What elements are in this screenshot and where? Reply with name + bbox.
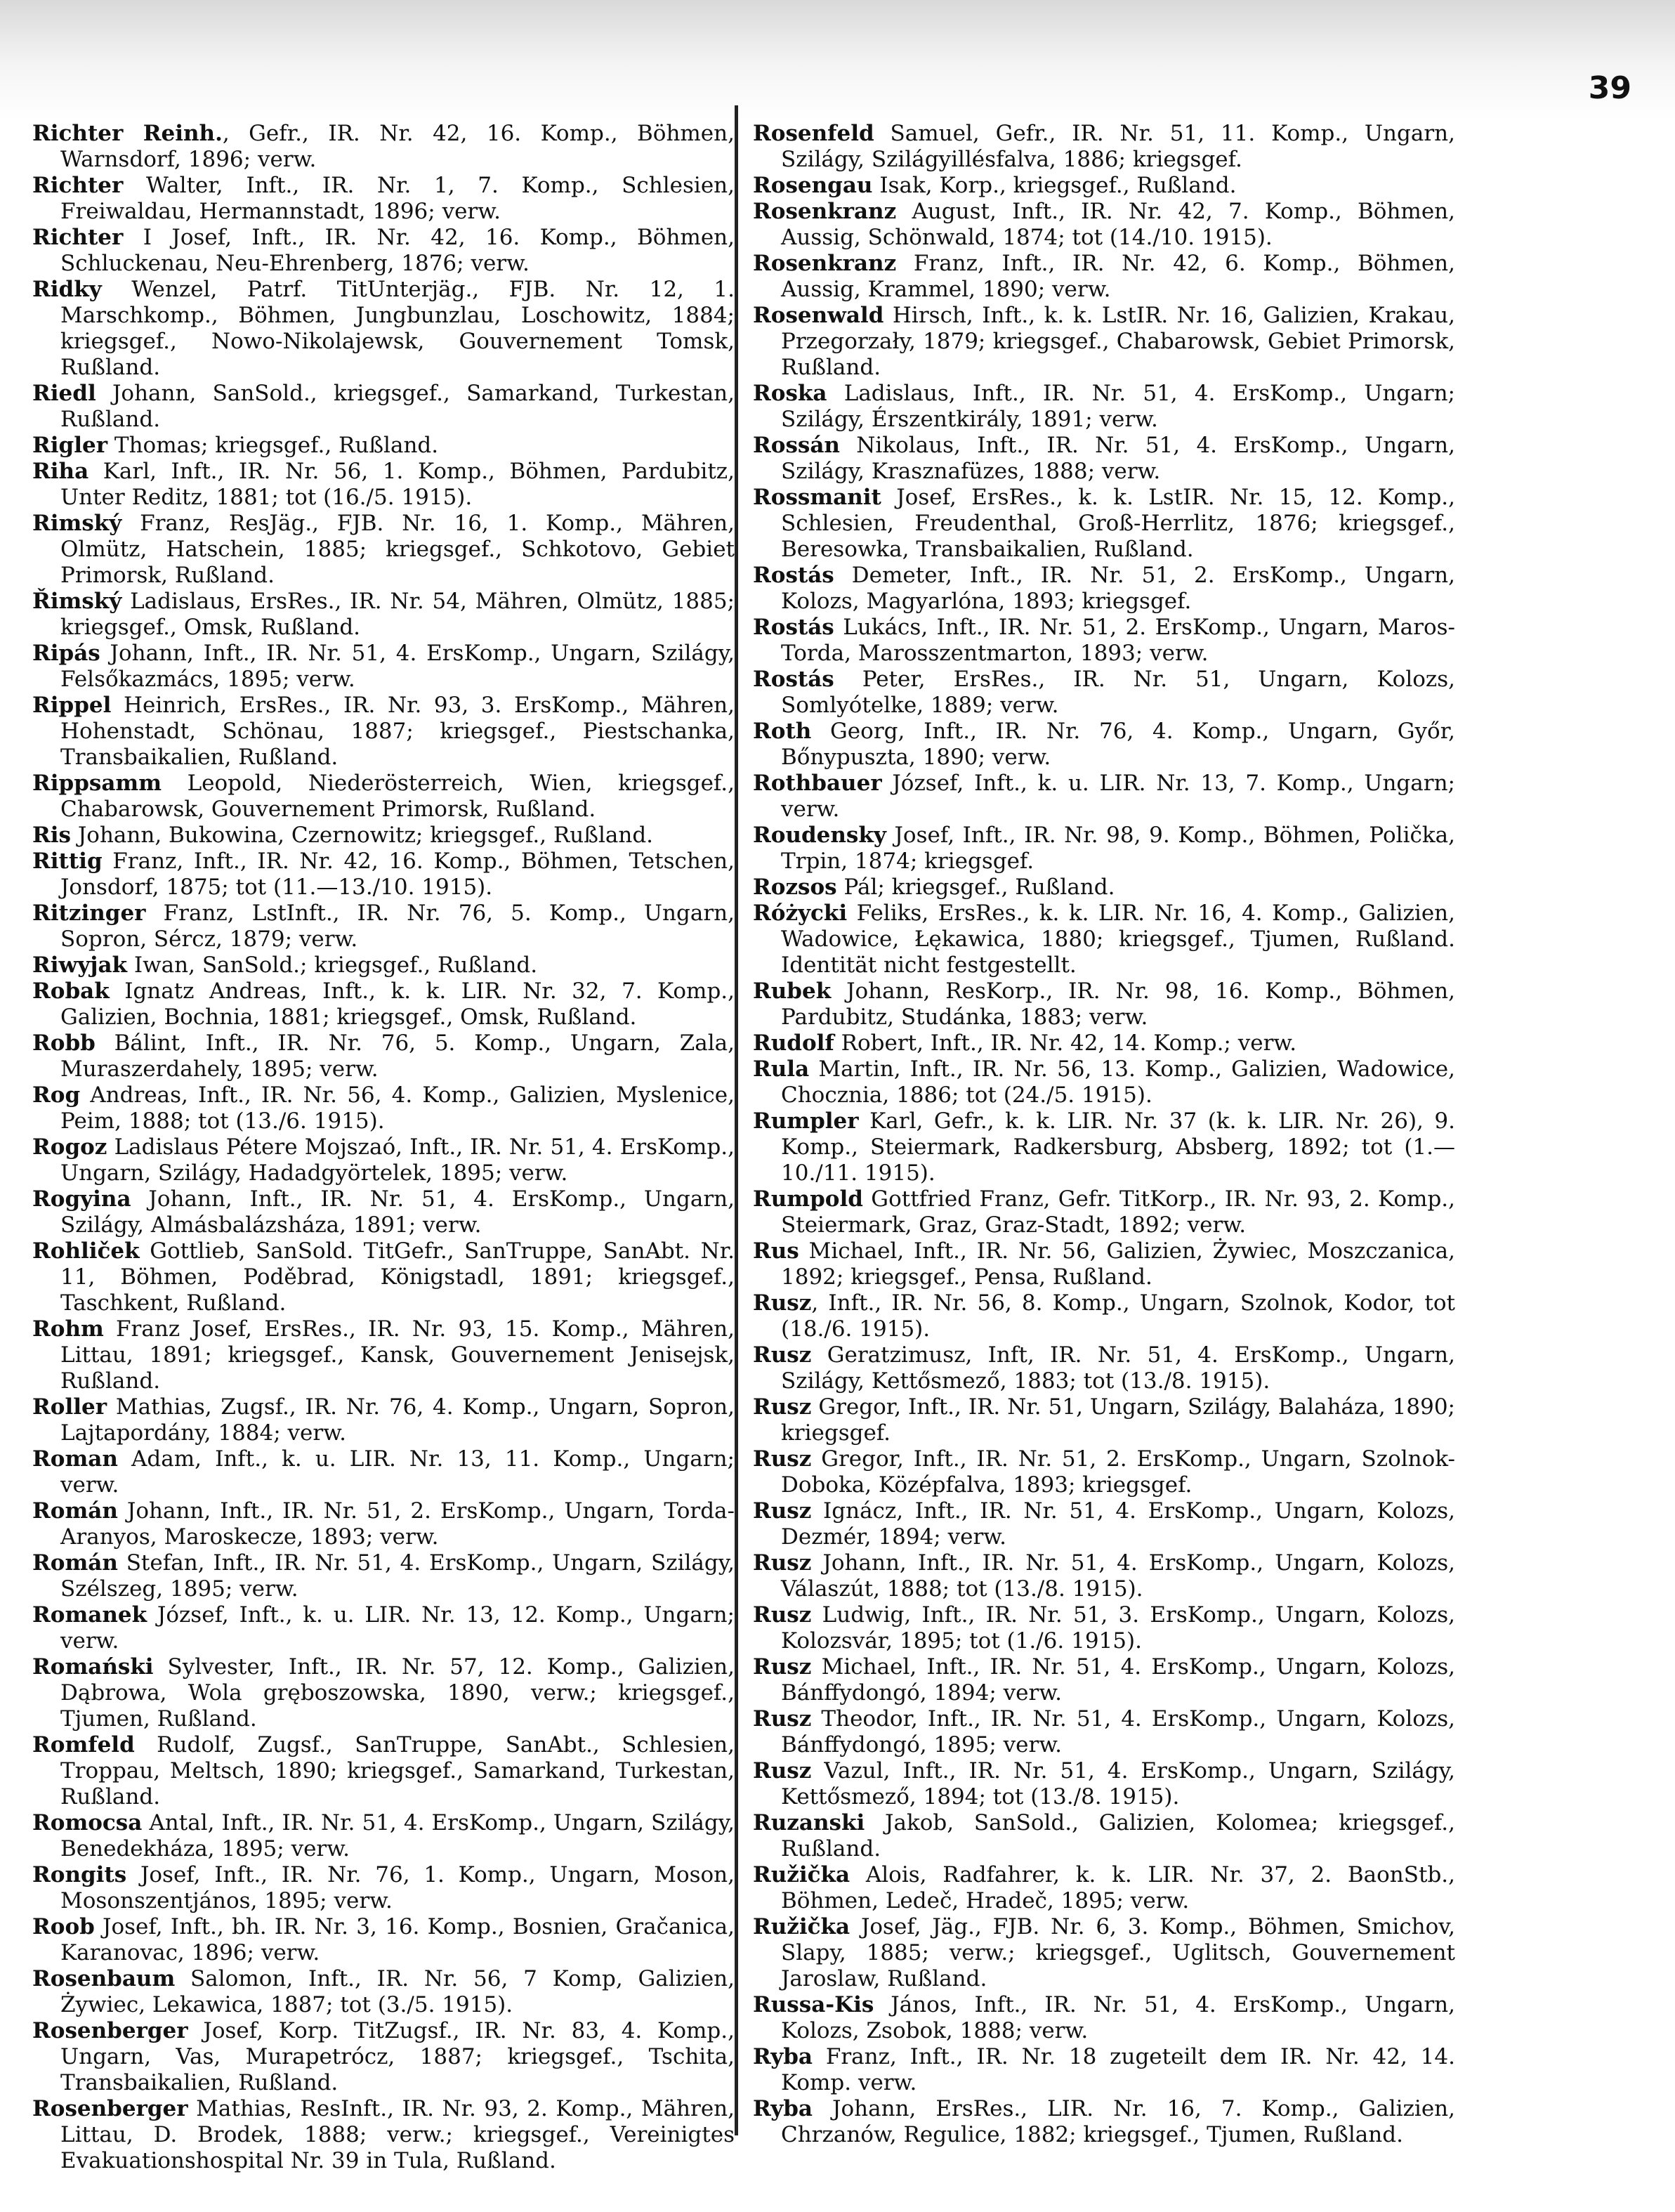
entry-surname: Rusz [753, 1654, 812, 1680]
entry-details: Johann, ErsRes., LIR. Nr. 16, 7. Komp., Galizien, Chrzanów, Regulice, 1882; kriegsgef., Tjumen, Rußland. [781, 2096, 1455, 2147]
entry-details: Johann, ResKorp., IR. Nr. 98, 16. Komp., Böhmen, Pardubitz, Studánka, 1883; verw. [781, 979, 1455, 1030]
register-entry [753, 1186, 1455, 1238]
entry-surname: Rumpold [753, 1186, 863, 1212]
entry-details: Adam, Inft., k. u. LIR. Nr. 13, 11. Komp., Ungarn; verw. [60, 1446, 735, 1498]
entry-details: Iwan, SanSold.; kriegsgef., Rußland. [127, 953, 538, 978]
entry-details: Robert, Inft., IR. Nr. 42, 14. Komp.; verw. [834, 1030, 1297, 1056]
entry-surname: Rosenfeld [753, 121, 874, 146]
entry-details: , Gefr., IR. Nr. 42, 16. Komp., Böhmen, Warnsdorf, 1896; verw. [60, 121, 735, 172]
entry-surname: Rusz [753, 1706, 812, 1732]
entry-details: Pál; kriegsgef., Rußland. [836, 875, 1115, 900]
entry-surname: Rogyina [32, 1186, 131, 1212]
entry-details: Geratzimusz, Inft, IR. Nr. 51, 4. ErsKomp., Ungarn, Szilágy, Kettősmező, 1883; tot (13./8. 1915). [781, 1342, 1455, 1394]
register-entry [32, 849, 735, 901]
entry-details: Karl, Inft., IR. Nr. 56, 1. Komp., Böhmen, Pardubitz, Unter Reditz, 1881; tot (16./5. 1915). [60, 459, 735, 510]
entry-surname: Romfeld [32, 1732, 135, 1758]
register-entry [32, 225, 735, 277]
entry-details: Salomon, Inft., IR. Nr. 56, 7 Komp, Galizien, Żywiec, Lekawica, 1887; tot (3./5. 1915). [60, 1966, 735, 2017]
entry-details: Johann, Inft., IR. Nr. 51, 2. ErsKomp., Ungarn, Torda-Aranyos, Maroskecze, 1893; verw. [60, 1498, 735, 1550]
entry-surname: Rigler [32, 433, 108, 458]
entry-surname: Riedl [32, 381, 96, 406]
register-entry [753, 1550, 1455, 1602]
entry-details: Alois, Radfahrer, k. k. LIR. Nr. 37, 2. BaonStb., Böhmen, Ledeč, Hradeč, 1895; verw. [781, 1862, 1455, 1913]
entry-surname: Rusz [753, 1602, 812, 1628]
entry-surname: Rostás [753, 615, 834, 640]
register-entry [32, 823, 735, 849]
register-entry [32, 1602, 735, 1654]
entry-surname: Roudensky [753, 823, 886, 848]
register-entry [753, 1238, 1455, 1290]
entry-surname: Rosenberger [32, 2018, 188, 2043]
entry-details: Josef, Inft., IR. Nr. 76, 1. Komp., Ungarn, Moson, Mosonszentjános, 1895; verw. [60, 1862, 735, 1913]
right-column [753, 121, 1455, 2148]
entry-surname: Rohm [32, 1316, 104, 1342]
entry-details: Ignácz, Inft., IR. Nr. 51, 4. ErsKomp., Ungarn, Kolozs, Dezmér, 1894; verw. [781, 1498, 1455, 1550]
entry-details: Josef, ErsRes., k. k. LstIR. Nr. 15, 12. Komp., Schlesien, Freudenthal, Groß-Herrlitz, 1876; kriegsgef., Beresowka, Transbaikalien, Rußland. [781, 485, 1455, 562]
entry-surname: Rosenkranz [753, 199, 897, 224]
register-entry [753, 251, 1455, 303]
entry-details: Nikolaus, Inft., IR. Nr. 51, 4. ErsKomp., Ungarn, Szilágy, Krasznafüzes, 1888; verw. [781, 433, 1455, 484]
entry-details: Franz, Inft., IR. Nr. 42, 6. Komp., Böhmen, Aussig, Krammel, 1890; verw. [781, 251, 1455, 302]
register-entry [32, 953, 735, 979]
entry-surname: Řimský [32, 589, 122, 614]
entry-surname: Robak [32, 979, 110, 1004]
register-entry [753, 1290, 1455, 1342]
entry-details: Gottfried Franz, Gefr. TitKorp., IR. Nr. 93, 2. Komp., Steiermark, Graz, Graz-Stadt, 1892; verw. [781, 1186, 1455, 1238]
register-entry [753, 719, 1455, 771]
register-entry [753, 1602, 1455, 1654]
register-entry [32, 1914, 735, 1966]
entry-surname: Roman [32, 1446, 118, 1472]
register-entry [753, 2096, 1455, 2148]
entry-details: Josef, Jäg., FJB. Nr. 6, 3. Komp., Böhmen, Smichov, Slapy, 1885; verw.; kriegsgef., Uglitsch, Gouvernement Jaroslaw, Rußland. [781, 1914, 1455, 1991]
entry-details: Gregor, Inft., IR. Nr. 51, Ungarn, Szilágy, Balaháza, 1890; kriegsgef. [781, 1394, 1455, 1446]
register-entry [32, 2018, 735, 2096]
entry-surname: Rossmanit [753, 485, 881, 510]
entry-details: Franz, ResJäg., FJB. Nr. 16, 1. Komp., Mähren, Olmütz, Hatschein, 1885; kriegsgef., Schkotovo, Gebiet Primorsk, Rußland. [60, 511, 735, 588]
register-entry [32, 433, 735, 459]
entry-details: Michael, Inft., IR. Nr. 56, Galizien, Żywiec, Moszczanica, 1892; kriegsgef., Pensa, Rußland. [781, 1238, 1455, 1290]
entry-details: Wenzel, Patrf. TitUnterjäg., FJB. Nr. 12, 1. Marschkomp., Böhmen, Jungbunzlau, Loschowitz, 1884; kriegsgef., Nowo-Nikolajewsk, Gouvernement Tomsk, Rußland. [60, 277, 735, 380]
entry-surname: Rosengau [753, 173, 873, 198]
register-entry [753, 1992, 1455, 2044]
entry-details: Karl, Gefr., k. k. LIR. Nr. 37 (k. k. LIR. Nr. 26), 9. Komp., Steiermark, Radkersburg, Absberg, 1892; tot (1.—10./11. 1915). [781, 1108, 1455, 1186]
entry-surname: Ryba [753, 2096, 813, 2121]
entry-surname: Rosenwald [753, 303, 884, 328]
register-entry [753, 1706, 1455, 1758]
entry-details: Leopold, Niederösterreich, Wien, kriegsgef., Chabarowsk, Gouvernement Primorsk, Rußland. [60, 771, 735, 822]
register-entry [32, 1732, 735, 1810]
entry-details: Ladislaus Pétere Mojszaó, Inft., IR. Nr. 51, 4. ErsKomp., Ungarn, Szilágy, Hadadgyörtelek, 1895; verw. [60, 1134, 735, 1186]
entry-details: Franz Josef, ErsRes., IR. Nr. 93, 15. Komp., Mähren, Littau, 1891; kriegsgef., Kansk, Gouvernement Jenisejsk, Rußland. [60, 1316, 735, 1394]
register-entry [32, 979, 735, 1030]
register-entry [32, 901, 735, 953]
entry-surname: Ryba [753, 2044, 813, 2069]
entry-surname: Rusz [753, 1758, 812, 1784]
entry-surname: Rozsos [753, 875, 837, 900]
register-entry [753, 1810, 1455, 1862]
register-entry [32, 1030, 735, 1082]
entry-details: Jakob, SanSold., Galizien, Kolomea; kriegsgef., Rußland. [781, 1810, 1455, 1861]
entry-surname: Rothbauer [753, 771, 882, 796]
entry-details: Mathias, ResInft., IR. Nr. 93, 2. Komp., Mähren, Littau, D. Brodek, 1888; verw.; kriegsgef., Vereinigtes Evakuationshospital Nr. 39 in Tula, Rußland. [60, 2096, 735, 2173]
register-entry [753, 875, 1455, 901]
entry-details: Sylvester, Inft., IR. Nr. 57, 12. Komp., Galizien, Dąbrowa, Wola gręboszowska, 1890, verw.; kriegsgef., Tjumen, Rußland. [60, 1654, 735, 1732]
entry-details: Josef, Korp. TitZugsf., IR. Nr. 83, 4. Komp., Ungarn, Vas, Murapetrócz, 1887; kriegsgef., Tschita, Transbaikalien, Rußland. [60, 2018, 735, 2095]
entry-details: I Josef, Inft., IR. Nr. 42, 16. Komp., Böhmen, Schluckenau, Neu-Ehrenberg, 1876; verw. [60, 225, 735, 276]
entry-details: Vazul, Inft., IR. Nr. 51, 4. ErsKomp., Ungarn, Szilágy, Kettősmező, 1894; tot (13./8. 1915). [781, 1758, 1455, 1809]
register-entry [32, 1134, 735, 1186]
entry-details: Gregor, Inft., IR. Nr. 51, 2. ErsKomp., Ungarn, Szolnok-Doboka, Középfalva, 1893; kriegsgef. [781, 1446, 1455, 1498]
entry-details: Feliks, ErsRes., k. k. LIR. Nr. 16, 4. Komp., Galizien, Wadowice, Łękawica, 1880; kriegsgef., Tjumen, Rußland. Identität nicht festgestellt. [781, 901, 1455, 978]
entry-details: Bálint, Inft., IR. Nr. 76, 5. Komp., Ungarn, Zala, Muraszerdahely, 1895; verw. [60, 1030, 735, 1082]
register-entry [753, 771, 1455, 823]
register-entry [753, 173, 1455, 199]
entry-details: Johann, SanSold., kriegsgef., Samarkand, Turkestan, Rußland. [60, 381, 735, 432]
entry-details: Theodor, Inft., IR. Nr. 51, 4. ErsKomp., Ungarn, Kolozs, Bánffydongó, 1895; verw. [781, 1706, 1455, 1758]
entry-details: Andreas, Inft., IR. Nr. 56, 4. Komp., Galizien, Myslenice, Peim, 1888; tot (13./6. 1915). [60, 1082, 735, 1134]
register-entry [753, 563, 1455, 615]
register-entry [32, 1238, 735, 1316]
entry-details: Johann, Inft., IR. Nr. 51, 4. ErsKomp., Ungarn, Szilágy, Felsőkazmács, 1895; verw. [60, 641, 735, 692]
register-entry [32, 2096, 735, 2174]
register-entry [32, 511, 735, 589]
register-entry [32, 641, 735, 693]
entry-surname: Richter Reinh. [32, 121, 223, 146]
register-entry [32, 1082, 735, 1134]
entry-surname: Riha [32, 459, 89, 484]
entry-details: Josef, Inft., IR. Nr. 98, 9. Komp., Böhmen, Polička, Trpin, 1874; kriegsgef. [781, 823, 1455, 874]
entry-surname: Rusz [753, 1290, 812, 1316]
entry-surname: Rongits [32, 1862, 127, 1887]
entry-details: Franz, Inft., IR. Nr. 18 zugeteilt dem IR. Nr. 42, 14. Komp. verw. [781, 2044, 1455, 2095]
entry-surname: Roth [753, 719, 812, 744]
register-entry [753, 199, 1455, 251]
entry-surname: Roska [753, 381, 827, 406]
entry-details: Johann, Inft., IR. Nr. 51, 4. ErsKomp., Ungarn, Kolozs, Válaszút, 1888; tot (13./8. 1915). [781, 1550, 1455, 1602]
entry-surname: Ripás [32, 641, 100, 666]
entry-surname: Román [32, 1550, 118, 1576]
register-entry [753, 1758, 1455, 1810]
entry-surname: Ritzinger [32, 901, 146, 926]
entry-details: Stefan, Inft., IR. Nr. 51, 4. ErsKomp., Ungarn, Szilágy, Szélszeg, 1895; verw. [60, 1550, 735, 1602]
register-entry [753, 433, 1455, 485]
entry-details: August, Inft., IR. Nr. 42, 7. Komp., Böhmen, Aussig, Schönwald, 1874; tot (14./10. 1915). [781, 199, 1455, 250]
entry-surname: Rusz [753, 1446, 812, 1472]
register-entry [753, 615, 1455, 667]
register-entry [32, 381, 735, 433]
entry-surname: Rudolf [753, 1030, 834, 1056]
entry-surname: Rossán [753, 433, 840, 458]
register-entry [32, 173, 735, 225]
entry-details: Demeter, Inft., IR. Nr. 51, 2. ErsKomp., Ungarn, Kolozs, Magyarlóna, 1893; kriegsgef. [781, 563, 1455, 614]
entry-details: Heinrich, ErsRes., IR. Nr. 93, 3. ErsKomp., Mähren, Hohenstadt, Schönau, 1887; kriegsgef., Piestschanka, Transbaikalien, Rußland. [60, 693, 735, 770]
register-entry [753, 1108, 1455, 1186]
register-entry [32, 277, 735, 381]
entry-surname: Roob [32, 1914, 95, 1939]
entry-details: Johann, Inft., IR. Nr. 51, 4. ErsKomp., Ungarn, Szilágy, Almásbalázsháza, 1891; verw. [60, 1186, 735, 1238]
entry-surname: Rus [753, 1238, 799, 1264]
entry-surname: Rog [32, 1082, 81, 1108]
entry-surname: Rostás [753, 667, 834, 692]
entry-details: Gottlieb, SanSold. TitGefr., SanTruppe, SanAbt. Nr. 11, Böhmen, Poděbrad, Königstadl, 1891; kriegsgef., Taschkent, Rußland. [60, 1238, 735, 1316]
register-entry [753, 1498, 1455, 1550]
column-divider [735, 105, 738, 2135]
entry-surname: Russa-Kis [753, 1992, 874, 2017]
register-entry [753, 303, 1455, 381]
entry-surname: Rogoz [32, 1134, 107, 1160]
entry-surname: Rippsamm [32, 771, 162, 796]
register-entry [32, 1550, 735, 1602]
entry-details: Antal, Inft., IR. Nr. 51, 4. ErsKomp., Ungarn, Szilágy, Benedekháza, 1895; verw. [60, 1810, 735, 1861]
entry-surname: Roller [32, 1394, 107, 1420]
entry-details: Georg, Inft., IR. Nr. 76, 4. Komp., Ungarn, Győr, Bőnypuszta, 1890; verw. [781, 719, 1455, 770]
entry-surname: Różycki [753, 901, 848, 926]
entry-details: Josef, Inft., bh. IR. Nr. 3, 16. Komp., Bosnien, Gračanica, Karanovac, 1896; verw. [60, 1914, 735, 1965]
entry-details: Ludwig, Inft., IR. Nr. 51, 3. ErsKomp., Ungarn, Kolozs, Kolozsvár, 1895; tot (1./6. 1915). [781, 1602, 1455, 1654]
entry-surname: Rippel [32, 693, 112, 718]
register-entry [32, 1316, 735, 1394]
entry-surname: Rula [753, 1056, 810, 1082]
entry-surname: Rittig [32, 849, 103, 874]
entry-surname: Rusz [753, 1342, 812, 1368]
entry-surname: Riwyjak [32, 953, 128, 978]
register-entry [753, 667, 1455, 719]
register-entry [753, 1342, 1455, 1394]
entry-surname: Rohliček [32, 1238, 140, 1264]
entry-surname: Rusz [753, 1550, 812, 1576]
entry-details: Martin, Inft., IR. Nr. 56, 13. Komp., Galizien, Wadowice, Chocznia, 1886; tot (24./5. 1915). [781, 1056, 1455, 1108]
entry-surname: Romanek [32, 1602, 147, 1628]
entry-details: Franz, Inft., IR. Nr. 42, 16. Komp., Böhmen, Tetschen, Jonsdorf, 1875; tot (11.—13./10. 1915). [60, 849, 735, 900]
register-entry [32, 121, 735, 173]
register-entry [753, 823, 1455, 875]
entry-surname: Rusz [753, 1394, 812, 1420]
entry-details: Michael, Inft., IR. Nr. 51, 4. ErsKomp., Ungarn, Kolozs, Bánffydongó, 1894; verw. [781, 1654, 1455, 1706]
register-entry [32, 1810, 735, 1862]
entry-surname: Rostás [753, 563, 834, 588]
entry-details: Ignatz Andreas, Inft., k. k. LIR. Nr. 32, 7. Komp., Galizien, Bochnia, 1881; kriegsgef., Omsk, Rußland. [60, 979, 735, 1030]
entry-details: Ladislaus, Inft., IR. Nr. 51, 4. ErsKomp., Ungarn; Szilágy, Érszentkirály, 1891; verw. [781, 381, 1455, 432]
register-entry [753, 901, 1455, 979]
entry-details: József, Inft., k. u. LIR. Nr. 13, 7. Komp., Ungarn; verw. [781, 771, 1455, 822]
entry-details: János, Inft., IR. Nr. 51, 4. ErsKomp., Ungarn, Kolozs, Zsobok, 1888; verw. [781, 1992, 1455, 2043]
entry-details: Thomas; kriegsgef., Rußland. [107, 433, 439, 458]
entry-details: Johann, Bukowina, Czernowitz; kriegsgef., Rußland. [71, 823, 654, 848]
page-number: 39 [1588, 70, 1631, 106]
left-column [32, 121, 735, 2174]
entry-surname: Ružička [753, 1914, 850, 1939]
entry-surname: Román [32, 1498, 118, 1524]
entry-details: József, Inft., k. u. LIR. Nr. 13, 12. Komp., Ungarn; verw. [60, 1602, 735, 1654]
entry-surname: Rosenbaum [32, 1966, 176, 1991]
entry-details: Franz, LstInft., IR. Nr. 76, 5. Komp., Ungarn, Sopron, Sércz, 1879; verw. [60, 901, 735, 952]
register-entry [753, 381, 1455, 433]
entry-surname: Ridky [32, 277, 102, 302]
entry-surname: Ruzanski [753, 1810, 865, 1835]
entry-details: Walter, Inft., IR. Nr. 1, 7. Komp., Schlesien, Freiwaldau, Hermannstadt, 1896; verw. [60, 173, 735, 224]
entry-details: Rudolf, Zugsf., SanTruppe, SanAbt., Schlesien, Troppau, Meltsch, 1890; kriegsgef., Samarkand, Turkestan, Rußland. [60, 1732, 735, 1809]
register-entry [753, 1394, 1455, 1446]
register-entry [753, 2044, 1455, 2096]
register-entry [32, 459, 735, 511]
entry-details: , Inft., IR. Nr. 56, 8. Komp., Ungarn, Szolnok, Kodor, tot (18./6. 1915). [781, 1290, 1455, 1342]
entry-surname: Richter [32, 173, 124, 198]
entry-details: Peter, ErsRes., IR. Nr. 51, Ungarn, Kolozs, Somlyótelke, 1889; verw. [781, 667, 1455, 718]
register-entry [753, 485, 1455, 563]
entry-surname: Richter [32, 225, 124, 250]
register-entry [32, 693, 735, 771]
register-entry [32, 771, 735, 823]
entry-surname: Rumpler [753, 1108, 859, 1134]
register-entry [753, 1030, 1455, 1056]
register-entry [32, 589, 735, 641]
entry-details: Hirsch, Inft., k. k. LstIR. Nr. 16, Galizien, Krakau, Przegorzały, 1879; kriegsgef., Chabarowsk, Gebiet Primorsk, Rußland. [781, 303, 1455, 380]
entry-details: Mathias, Zugsf., IR. Nr. 76, 4. Komp., Ungarn, Sopron, Lajtapordány, 1884; verw. [60, 1394, 735, 1446]
register-entry [32, 1498, 735, 1550]
entry-details: Isak, Korp., kriegsgef., Rußland. [872, 173, 1237, 198]
entry-details: Ladislaus, ErsRes., IR. Nr. 54, Mähren, Olmütz, 1885; kriegsgef., Omsk, Rußland. [60, 589, 735, 640]
register-entry [753, 1654, 1455, 1706]
entry-surname: Rosenkranz [753, 251, 897, 276]
register-entry [753, 121, 1455, 173]
register-entry [32, 1186, 735, 1238]
register-entry [32, 1654, 735, 1732]
register-entry [753, 1914, 1455, 1992]
entry-surname: Robb [32, 1030, 96, 1056]
register-entry [753, 1056, 1455, 1108]
register-entry [32, 1394, 735, 1446]
register-entry [32, 1862, 735, 1914]
entry-surname: Ružička [753, 1862, 850, 1887]
entry-surname: Rubek [753, 979, 832, 1004]
entry-surname: Romocsa [32, 1810, 143, 1835]
entry-surname: Romański [32, 1654, 154, 1680]
entry-surname: Rusz [753, 1498, 812, 1524]
register-entry [32, 1446, 735, 1498]
register-entry [753, 1446, 1455, 1498]
register-entry [32, 1966, 735, 2018]
register-entry [753, 979, 1455, 1030]
entry-surname: Ris [32, 823, 71, 848]
entry-surname: Rimský [32, 511, 122, 536]
register-entry [753, 1862, 1455, 1914]
entry-details: Samuel, Gefr., IR. Nr. 51, 11. Komp., Ungarn, Szilágy, Szilágyillésfalva, 1886; kriegsgef. [781, 121, 1455, 172]
entry-surname: Rosenberger [32, 2096, 188, 2121]
entry-details: Lukács, Inft., IR. Nr. 51, 2. ErsKomp., Ungarn, Maros-Torda, Marosszentmarton, 1893; verw. [781, 615, 1455, 666]
